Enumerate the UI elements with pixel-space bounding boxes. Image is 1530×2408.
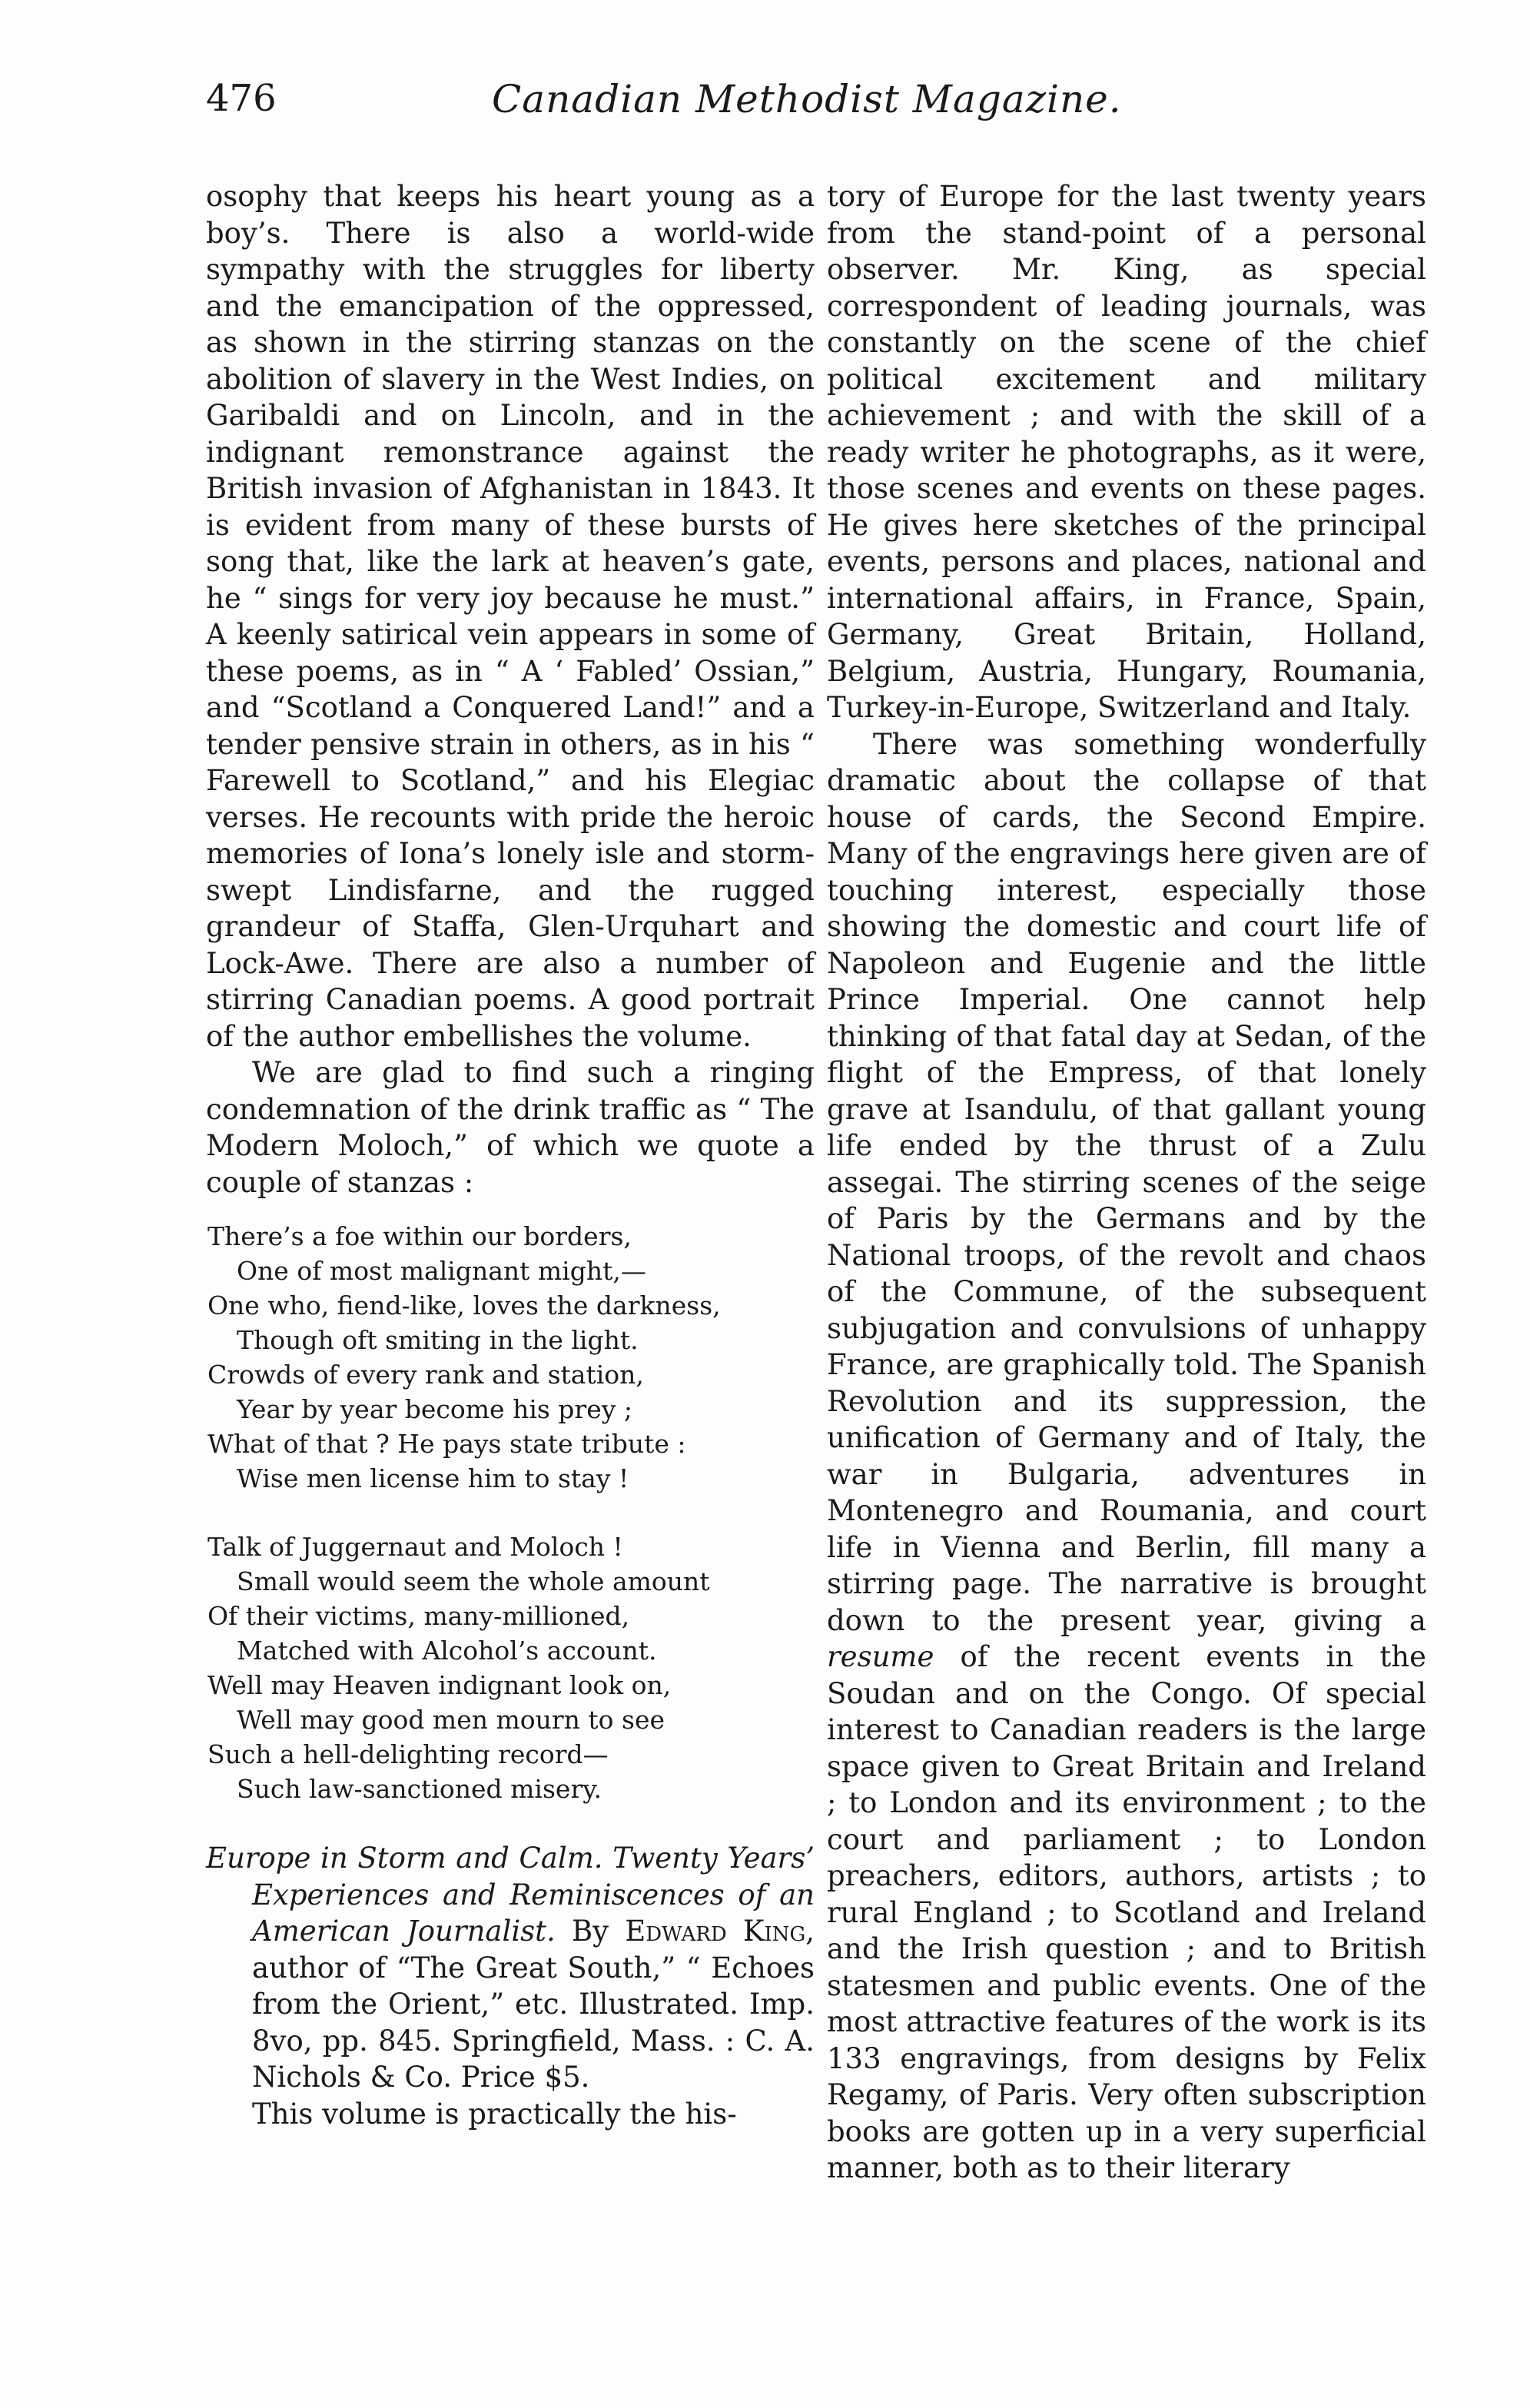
poem-line: Year by year become his prey ; — [237, 1394, 632, 1424]
poem-line: Of their victims, many-millioned, — [207, 1601, 630, 1631]
running-title: Canadian Methodist Magazine. — [492, 77, 1122, 121]
poem-line: Wise men license him to stay ! — [237, 1463, 629, 1493]
poem-line: One who, fiend-like, loves the darkness, — [207, 1290, 721, 1320]
book-review-heading — [206, 1840, 815, 2096]
right-paragraph-2-continued: of the recent events in the Soudan and on the Congo. Of special interest to Canadian readers is the large space given to Great Britain and Ireland ; to London and its environment ; to the court and parliament ; to London preachers, editors, authors, artists ; to rural England ; to Scotland and Ireland and the Irish question ; and to British statesmen and public events. One of the most attractive features of the work is its 133 engravings, from designs by Felix Regamy, of Paris. Very often subscription books are gotten up in a very superficial manner, both as to their literary — [827, 1640, 1426, 2184]
left-column — [206, 178, 815, 2132]
poem-line: Though oft smiting in the light. — [237, 1325, 639, 1355]
right-column — [827, 178, 1426, 2187]
poem-line: Talk of Juggernaut and Moloch ! — [207, 1532, 623, 1562]
poem-line: Well may Heaven indignant look on, — [207, 1670, 672, 1700]
left-paragraph-3: This volume is practically the his- — [252, 2097, 737, 2131]
book-by: By — [571, 1915, 609, 1948]
poem-line: Well may good men mourn to see — [237, 1705, 665, 1735]
poem-line: What of that ? He pays state tribute : — [207, 1429, 686, 1459]
page-number: 476 — [206, 77, 277, 120]
poem-line: There’s a foe within our borders, — [207, 1221, 632, 1251]
poem-stanza-2 — [206, 1529, 815, 1806]
book-details: author of “The Great South,” “ Echoes from the Orient,” etc. Illustrated. Imp. 8vo, pp. 845. Springfield, Mass. : C. A. Nichols & Co. Price $5. — [252, 1951, 815, 2094]
page-header — [0, 77, 1530, 131]
right-paragraph-1: tory of Europe for the last twenty years from the stand-point of a personal observer. Mr. King, as special correspondent of leading journals, was constantly on the scene of the chief political excitement and military achievement ; and with the skill of a ready writer he photographs, as it were, those scenes and events on these pages. He gives here sketches of the principal events, persons and places, national and international affairs, in France, Spain, Germany, Great Britain, Holland, Belgium, Austria, Hungary, Roumania, Turkey-in-Europe, Switzerland and Italy. — [827, 180, 1426, 724]
left-paragraph-1: osophy that keeps his heart young as a boy’s. There is also a world-wide sympathy with the struggles for liberty and the emancipation of the oppressed, as shown in the stirring stanzas on the abolition of slavery in the West Indies, on Garibaldi and on Lincoln, and in the indignant remonstrance against the British invasion of Afghanistan in 1843. It is evident from many of these bursts of song that, like the lark at heaven’s gate, he “ sings for very joy because he must.” A keenly satirical vein appears in some of these poems, as in “ A ‘ Fabled’ Ossian,” and “Scotland a Conquered Land!” and a tender pensive strain in others, as in his “ Farewell to Scotland,” and his Elegiac verses. He recounts with pride the heroic memories of Iona’s lonely isle and storm-swept Lindisfarne, and the rugged grandeur of Staffa, Glen-Urquhart and Lock-Awe. There are also a number of stirring Canadian poems. A good portrait of the author embellishes the volume. — [206, 180, 815, 1053]
poem-the-modern-moloch — [206, 1219, 815, 1806]
right-paragraph-2 — [827, 726, 1426, 2187]
poem-line: One of most malignant might,— — [237, 1256, 646, 1286]
poem-stanza-1 — [206, 1219, 815, 1496]
poem-line: Such a hell-delighting record— — [207, 1739, 609, 1769]
poem-line: Such law-sanctioned misery. — [237, 1774, 602, 1804]
left-paragraph-2: We are glad to find such a ringing condemnation of the drink traffic as “ The Modern Moloch,” of which we quote a couple of stanzas : — [206, 1056, 815, 1199]
book-title: Europe in Storm and Calm. Twenty Years’ Experiences and Reminiscences of an American Journalist. — [206, 1842, 815, 1948]
resume-italic: resume — [827, 1640, 934, 1673]
book-author: Edward King, — [625, 1915, 815, 1948]
right-paragraph-2-text: There was something wonderfully dramatic about the collapse of that house of cards, the Second Empire. Many of the engravings here given are of touching interest, especially those showing the domestic and court life of Napoleon and Eugenie and the little Prince Imperial. One cannot help thinking of that fatal day at Sedan, of the flight of the Empress, of that lonely grave at Isandulu, of that gallant young life ended by the thrust of a Zulu assegai. The stirring scenes of the seige of Paris by the Germans and by the National troops, of the revolt and chaos of the Commune, of the subsequent subjugation and convulsions of unhappy France, are graphically told. The Spanish Revolution and its suppression, the unification of Germany and of Italy, the war in Bulgaria, adventures in Montenegro and Roumania, and court life in Vienna and Berlin, fill many a stirring page. The narrative is brought down to the present year, giving a — [827, 727, 1426, 1637]
poem-line: Crowds of every rank and station, — [207, 1360, 644, 1390]
poem-line: Matched with Alcohol’s account. — [237, 1636, 657, 1666]
poem-line: Small would seem the whole amount — [237, 1566, 710, 1596]
